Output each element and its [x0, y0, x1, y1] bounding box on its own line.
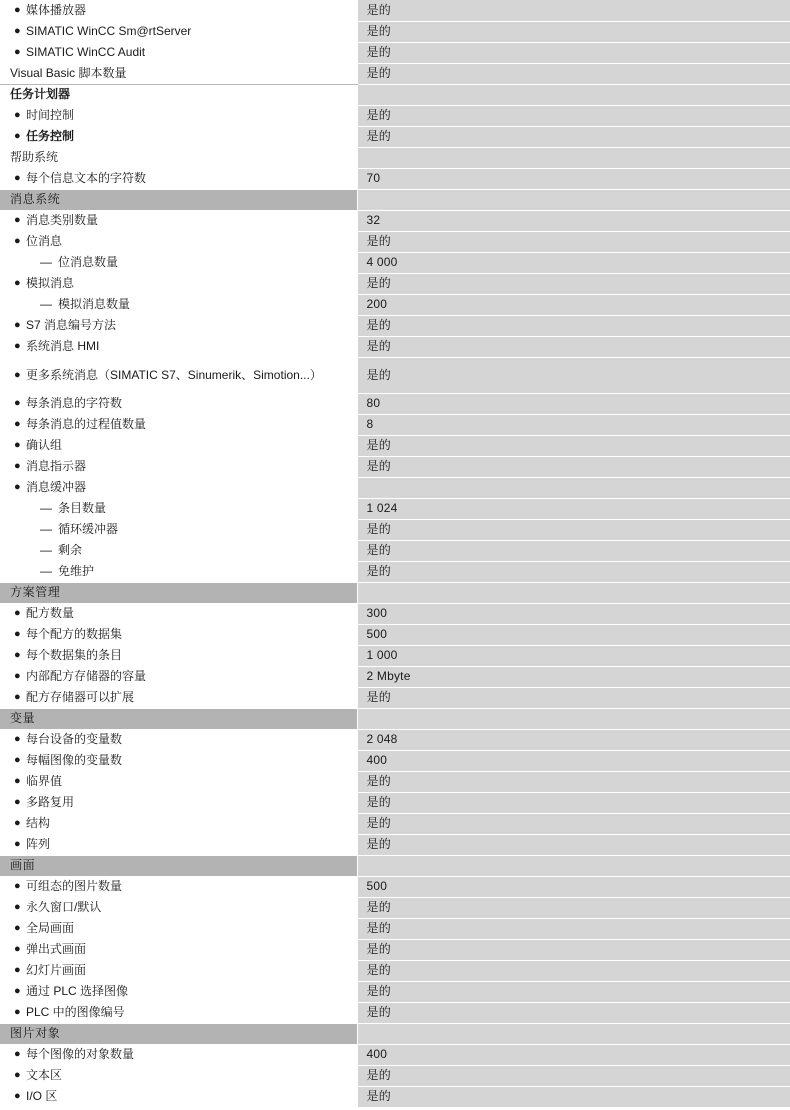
row-value-text: 80: [366, 396, 381, 410]
row-label-cell: [0, 1002, 357, 1023]
table-row: [0, 0, 790, 21]
row-value-text: 是的: [366, 438, 391, 452]
row-value-cell: [357, 729, 790, 750]
row-label-text: 弹出式画面: [26, 942, 87, 956]
bullet-icon: ●: [14, 1048, 21, 1060]
bullet-icon: ●: [14, 607, 21, 619]
bullet-icon: ●: [14, 691, 21, 703]
row-value-cell: [357, 336, 790, 357]
bullet-icon: ●: [14, 943, 21, 955]
row-value-cell: [357, 687, 790, 708]
row-value-cell: [357, 1023, 790, 1044]
table-row: [0, 834, 790, 855]
row-label-cell: [0, 540, 357, 561]
row-label-text: 画面: [10, 858, 36, 872]
row-label-cell: [0, 1023, 357, 1044]
row-value-text: 400: [366, 753, 388, 767]
row-value-cell: [357, 750, 790, 771]
row-value-cell: [357, 294, 790, 315]
row-value-cell: [357, 771, 790, 792]
table-row: [0, 687, 790, 708]
row-label-text: 任务计划器: [10, 87, 71, 101]
row-label-cell: [0, 105, 357, 126]
row-label-cell: [0, 252, 357, 273]
table-row: [0, 498, 790, 519]
row-label-cell: [0, 708, 357, 729]
row-label-text: 每条消息的过程值数量: [26, 417, 147, 431]
table-row: [0, 435, 790, 456]
bullet-icon: ●: [14, 3, 21, 16]
bullet-icon: ●: [14, 1069, 21, 1081]
row-value-text: 是的: [366, 1068, 391, 1082]
row-label-text: 消息指示器: [26, 459, 87, 473]
row-value-cell: [357, 897, 790, 918]
row-value-cell: [357, 876, 790, 897]
table-row: [0, 1086, 790, 1107]
row-value-cell: [357, 63, 790, 84]
bullet-icon: ●: [14, 964, 21, 976]
row-value-text: 2 048: [366, 732, 398, 746]
row-label-text: 每个配方的数据集: [26, 627, 123, 641]
bullet-icon: ●: [14, 109, 21, 121]
dash-icon: —: [40, 255, 52, 269]
row-value-cell: [357, 210, 790, 231]
row-value-text: 4 000: [366, 255, 398, 269]
row-value-cell: [357, 21, 790, 42]
row-label-cell: [0, 1044, 357, 1065]
row-value-cell: [357, 231, 790, 252]
row-value-text: 500: [366, 627, 388, 641]
section-header-row: [0, 189, 790, 210]
row-value-cell: [357, 603, 790, 624]
row-value-cell: [357, 1086, 790, 1107]
row-label-text: 内部配方存储器的容量: [26, 669, 147, 683]
row-label-text: 模拟消息数量: [58, 297, 131, 311]
row-value-text: 是的: [366, 900, 391, 914]
row-label-text: PLC 中的图像编号: [26, 1005, 125, 1019]
row-label-cell: [0, 750, 357, 771]
row-label-text: 图片对象: [10, 1026, 61, 1040]
row-label-cell: [0, 42, 357, 63]
row-value-cell: [357, 540, 790, 561]
row-label-cell: [0, 582, 357, 603]
row-label-text: 阵列: [26, 837, 51, 851]
row-value-cell: [357, 273, 790, 294]
row-label-text: Visual Basic 脚本数量: [10, 66, 127, 80]
row-label-text: 条目数量: [58, 501, 107, 515]
row-label-cell: [0, 729, 357, 750]
row-value-cell: [357, 252, 790, 273]
row-label-cell: [0, 897, 357, 918]
row-label-cell: [0, 315, 357, 336]
bullet-icon: ●: [14, 460, 21, 472]
bullet-icon: ●: [14, 670, 21, 682]
row-label-text: 媒体播放器: [26, 2, 87, 17]
row-value-cell: [357, 147, 790, 168]
row-value-text: 32: [366, 213, 381, 227]
row-label-cell: [0, 393, 357, 414]
row-label-cell: [0, 939, 357, 960]
row-label-cell: [0, 519, 357, 540]
bullet-icon: ●: [14, 817, 21, 829]
row-value-cell: [357, 1002, 790, 1023]
row-label-text: SIMATIC WinCC Sm@rtServer: [26, 24, 192, 38]
row-label-cell: [0, 477, 357, 498]
table-row: [0, 666, 790, 687]
row-label-text: 免维护: [58, 564, 95, 578]
row-label-cell: [0, 414, 357, 435]
section-header-row: [0, 1023, 790, 1044]
table-row: [0, 624, 790, 645]
row-label-text: 每条消息的字符数: [26, 396, 123, 410]
table-row: [0, 876, 790, 897]
bullet-icon: ●: [14, 733, 21, 745]
row-label-cell: [0, 687, 357, 708]
row-value-text: 是的: [366, 66, 391, 80]
row-label-cell: [0, 189, 357, 210]
row-label-cell: [0, 1065, 357, 1086]
row-value-cell: [357, 666, 790, 687]
row-value-text: 是的: [366, 522, 391, 536]
row-label-text: 每台设备的变量数: [26, 732, 123, 746]
bullet-icon: ●: [14, 628, 21, 640]
row-label-cell: [0, 63, 357, 84]
row-label-text: 剩余: [58, 543, 83, 557]
row-value-cell: [357, 498, 790, 519]
row-label-text: 每幅图像的变量数: [26, 753, 123, 767]
table-row: [0, 771, 790, 792]
table-row: [0, 63, 790, 84]
bullet-icon: ●: [14, 277, 21, 289]
table-row: [0, 315, 790, 336]
row-value-text: 是的: [366, 339, 391, 353]
row-value-text: 是的: [366, 564, 391, 578]
row-value-cell: [357, 918, 790, 939]
row-label-cell: [0, 273, 357, 294]
row-value-text: 是的: [366, 921, 391, 935]
row-label-text: 模拟消息: [26, 276, 75, 290]
row-label-text: 临界值: [26, 774, 63, 788]
row-value-cell: [357, 792, 790, 813]
row-value-text: 是的: [366, 234, 391, 248]
row-label-text: 帮助系统: [10, 150, 59, 164]
bullet-icon: ●: [14, 649, 21, 661]
row-label-cell: [0, 792, 357, 813]
row-label-text: SIMATIC WinCC Audit: [26, 45, 146, 59]
row-label-cell: [0, 147, 357, 168]
row-label-text: 结构: [26, 816, 51, 830]
table-row: [0, 231, 790, 252]
row-label-cell: [0, 456, 357, 477]
bullet-icon: ●: [14, 130, 21, 142]
row-value-cell: [357, 708, 790, 729]
row-value-text: 是的: [366, 318, 391, 332]
table-row: [0, 1002, 790, 1023]
table-row: [0, 519, 790, 540]
row-value-cell: [357, 456, 790, 477]
bullet-icon: ●: [14, 754, 21, 766]
row-value-cell: [357, 0, 790, 21]
table-row: [0, 336, 790, 357]
row-value-cell: [357, 645, 790, 666]
table-row: [0, 273, 790, 294]
row-label-text: 时间控制: [26, 108, 75, 122]
row-value-text: 1 024: [366, 501, 398, 515]
bullet-icon: ●: [14, 439, 21, 451]
row-value-cell: [357, 1065, 790, 1086]
row-value-text: 是的: [366, 774, 391, 788]
bullet-icon: ●: [14, 46, 21, 58]
table-row: [0, 750, 790, 771]
row-value-cell: [357, 393, 790, 414]
row-label-text: 消息缓冲器: [26, 480, 87, 494]
row-label-text: 文本区: [26, 1068, 63, 1082]
table-row: [0, 126, 790, 147]
row-value-text: 是的: [366, 795, 391, 809]
table-row: [0, 357, 790, 393]
section-header-row: [0, 855, 790, 876]
table-row: [0, 645, 790, 666]
row-label-cell: [0, 855, 357, 876]
row-label-text: 幻灯片画面: [26, 963, 87, 977]
bullet-icon: ●: [14, 340, 21, 352]
bullet-icon: ●: [14, 368, 21, 381]
row-value-text: 是的: [366, 816, 391, 830]
bullet-icon: ●: [14, 1006, 21, 1018]
row-value-text: 400: [366, 1047, 388, 1061]
table-row: [0, 1044, 790, 1065]
row-label-cell: [0, 876, 357, 897]
row-value-text: 是的: [366, 24, 391, 38]
row-value-cell: [357, 189, 790, 210]
row-label-text: 每个图像的对象数量: [26, 1047, 135, 1061]
table-row: [0, 897, 790, 918]
row-value-text: 500: [366, 879, 388, 893]
row-value-cell: [357, 582, 790, 603]
row-label-text: 方案管理: [10, 585, 61, 599]
row-label-cell: [0, 231, 357, 252]
row-value-cell: [357, 981, 790, 1002]
row-label-cell: [0, 336, 357, 357]
row-value-cell: [357, 624, 790, 645]
dash-icon: —: [40, 564, 52, 578]
table-row: [0, 42, 790, 63]
bullet-icon: ●: [14, 775, 21, 787]
row-value-text: 8: [366, 417, 374, 431]
row-label-cell: [0, 834, 357, 855]
row-label-cell: [0, 771, 357, 792]
bullet-icon: ●: [14, 985, 21, 997]
row-value-text: 是的: [366, 984, 391, 998]
table-row: [0, 252, 790, 273]
row-label-cell: [0, 294, 357, 315]
row-label-text: 永久窗口/默认: [26, 900, 102, 914]
bullet-icon: ●: [14, 901, 21, 913]
row-value-text: 是的: [366, 276, 391, 290]
row-label-cell: [0, 210, 357, 231]
row-label-text: 循环缓冲器: [58, 522, 119, 536]
table-row: [0, 414, 790, 435]
row-value-cell: [357, 960, 790, 981]
row-value-cell: [357, 561, 790, 582]
row-label-text: 配方数量: [26, 606, 75, 620]
table-row: [0, 294, 790, 315]
row-value-text: 是的: [366, 129, 391, 143]
row-value-text: 是的: [366, 1005, 391, 1019]
row-label-text: 通过 PLC 选择图像: [26, 984, 129, 998]
row-value-cell: [357, 834, 790, 855]
row-value-cell: [357, 1044, 790, 1065]
row-label-text: S7 消息编号方法: [26, 318, 117, 332]
row-value-cell: [357, 315, 790, 336]
row-value-text: 是的: [366, 543, 391, 557]
row-label-text: 消息系统: [10, 192, 61, 206]
row-label-text: 配方存储器可以扩展: [26, 690, 135, 704]
row-label-cell: [0, 84, 357, 105]
row-label-cell: [0, 960, 357, 981]
row-label-text: 任务控制: [26, 129, 75, 143]
table-row: [0, 918, 790, 939]
table-row: [0, 603, 790, 624]
row-label-cell: [0, 561, 357, 582]
row-label-cell: [0, 918, 357, 939]
row-value-text: 300: [366, 606, 388, 620]
row-label-cell: [0, 357, 357, 393]
row-label-cell: [0, 624, 357, 645]
dash-icon: —: [40, 543, 52, 557]
row-label-cell: [0, 981, 357, 1002]
row-value-cell: [357, 84, 790, 105]
row-label-cell: [0, 498, 357, 519]
row-label-cell: [0, 603, 357, 624]
row-label-text: 位消息数量: [58, 255, 119, 269]
row-value-text: 200: [366, 297, 388, 311]
dash-icon: —: [40, 501, 52, 515]
row-value-text: 是的: [366, 2, 391, 17]
row-value-cell: [357, 519, 790, 540]
table-row: [0, 561, 790, 582]
row-label-text: 每个数据集的条目: [26, 648, 123, 662]
row-label-cell: [0, 0, 357, 21]
table-row: [0, 105, 790, 126]
table-row: [0, 477, 790, 498]
row-label-cell: [0, 21, 357, 42]
row-label-text: 每个信息文本的字符数: [26, 171, 147, 185]
bullet-icon: ●: [14, 214, 21, 226]
row-value-text: 是的: [366, 108, 391, 122]
table-row: [0, 939, 790, 960]
row-label-cell: [0, 168, 357, 189]
row-value-text: 是的: [366, 942, 391, 956]
table-row: [0, 456, 790, 477]
row-value-text: 是的: [366, 963, 391, 977]
row-value-cell: [357, 855, 790, 876]
bullet-icon: ●: [14, 1090, 21, 1102]
bullet-icon: ●: [14, 838, 21, 850]
row-value-text: 2 Mbyte: [366, 669, 411, 683]
bullet-icon: ●: [14, 397, 21, 409]
row-value-cell: [357, 939, 790, 960]
table-row: [0, 147, 790, 168]
row-label-text: 消息类别数量: [26, 213, 99, 227]
row-label-cell: [0, 1086, 357, 1107]
bullet-icon: ●: [14, 172, 21, 184]
row-value-text: 是的: [366, 690, 391, 704]
row-value-text: 是的: [366, 367, 391, 382]
table-row: [0, 21, 790, 42]
row-value-cell: [357, 168, 790, 189]
row-label-text: 多路复用: [26, 795, 75, 809]
section-header-row: [0, 708, 790, 729]
row-value-cell: [357, 813, 790, 834]
bullet-icon: ●: [14, 922, 21, 934]
table-row: [0, 960, 790, 981]
row-label-text: 全局画面: [26, 921, 75, 935]
row-label-text: 位消息: [26, 234, 63, 248]
row-value-text: 是的: [366, 459, 391, 473]
row-label-cell: [0, 645, 357, 666]
table-row: [0, 792, 790, 813]
bullet-icon: ●: [14, 418, 21, 430]
table-row: [0, 393, 790, 414]
table-row: [0, 1065, 790, 1086]
bullet-icon: ●: [14, 481, 21, 493]
bullet-icon: ●: [14, 25, 21, 37]
row-label-text: 变量: [10, 711, 36, 725]
row-label-cell: [0, 126, 357, 147]
row-label-text: 系统消息 HMI: [26, 339, 100, 353]
bullet-icon: ●: [14, 796, 21, 808]
row-value-text: 是的: [366, 45, 391, 59]
row-label-text: 确认组: [26, 438, 63, 452]
table-row: [0, 84, 790, 105]
table-row: [0, 813, 790, 834]
bullet-icon: ●: [14, 235, 21, 247]
row-label-cell: [0, 435, 357, 456]
row-value-cell: [357, 126, 790, 147]
row-value-cell: [357, 414, 790, 435]
dash-icon: —: [40, 297, 52, 311]
row-value-cell: [357, 42, 790, 63]
row-value-text: 是的: [366, 837, 391, 851]
table-row: [0, 168, 790, 189]
section-header-row: [0, 582, 790, 603]
row-value-cell: [357, 357, 790, 393]
row-label-cell: [0, 666, 357, 687]
table-row: [0, 540, 790, 561]
bullet-icon: ●: [14, 880, 21, 892]
row-label-text: I/O 区: [26, 1089, 58, 1103]
row-value-cell: [357, 435, 790, 456]
row-value-text: 70: [366, 171, 381, 185]
bullet-icon: ●: [14, 319, 21, 331]
row-label-text: 更多系统消息（SIMATIC S7、Sinumerik、Simotion...）: [26, 367, 322, 382]
row-value-cell: [357, 105, 790, 126]
row-label-cell: [0, 813, 357, 834]
row-value-text: 是的: [366, 1089, 391, 1103]
row-label-text: 可组态的图片数量: [26, 879, 123, 893]
dash-icon: —: [40, 522, 52, 536]
row-value-text: 1 000: [366, 648, 398, 662]
table-row: [0, 981, 790, 1002]
row-value-cell: [357, 477, 790, 498]
table-row: [0, 729, 790, 750]
table-row: [0, 210, 790, 231]
